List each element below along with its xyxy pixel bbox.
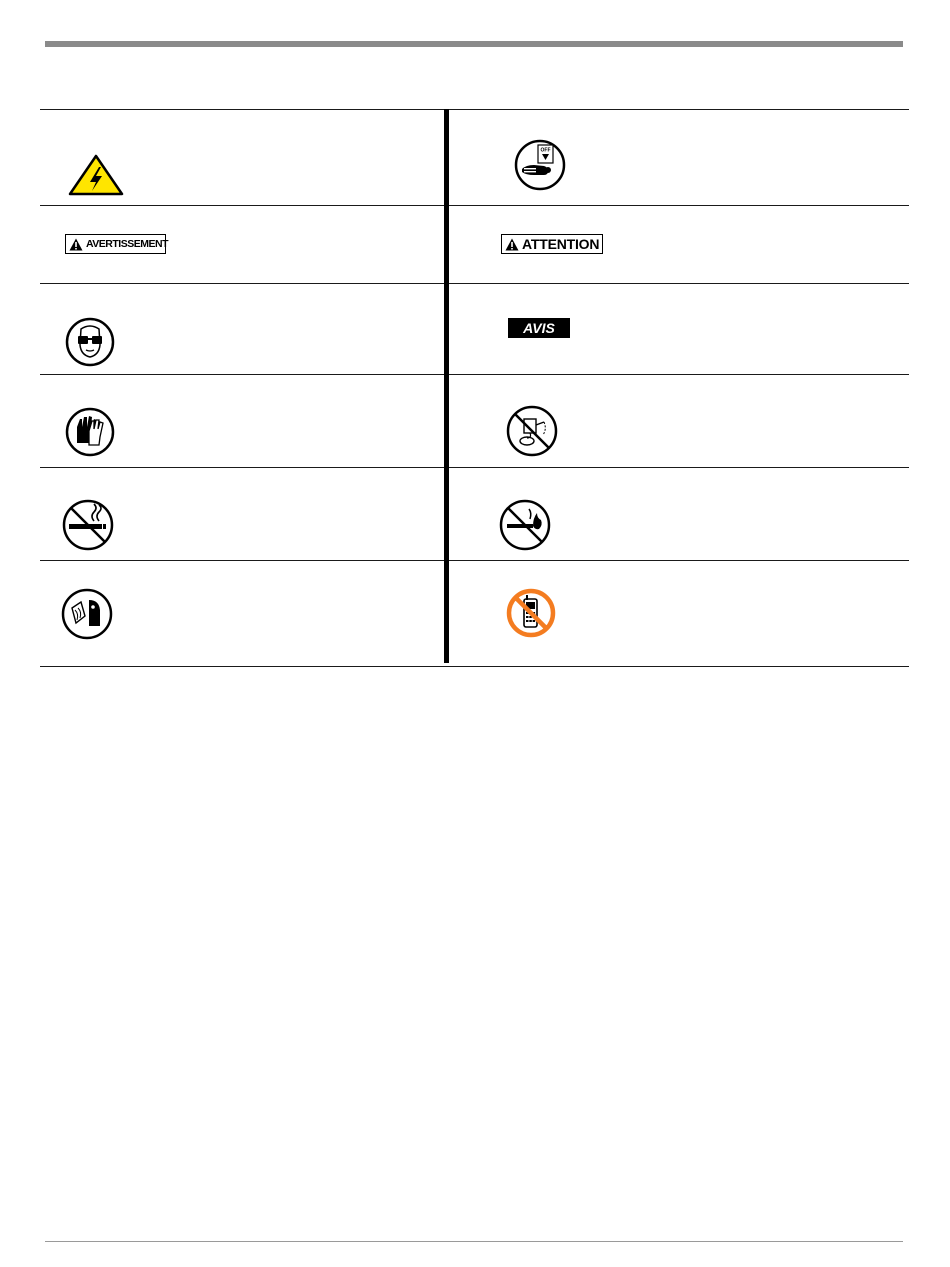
hearing-protection-icon: [61, 588, 113, 640]
off-label: OFF: [540, 147, 551, 154]
protective-gloves-icon: [65, 407, 115, 457]
no-cell-phone-icon: [505, 587, 557, 639]
table-row: [40, 467, 909, 560]
table-row: [40, 283, 909, 374]
safety-glasses-icon: [65, 317, 115, 367]
unplug-power-off-icon: [514, 139, 566, 191]
no-water-on-electrical-icon: [506, 405, 558, 457]
table-row: [40, 109, 909, 205]
no-open-flame-icon: [499, 499, 551, 551]
top-rule: [45, 41, 903, 47]
warning-triangle-icon: [505, 238, 519, 251]
table-cell: [486, 284, 909, 374]
column-divider: [444, 109, 449, 663]
table-cell: [486, 561, 909, 666]
warning-label-text: AVERTISSEMENT: [86, 238, 168, 250]
table-cell: [486, 110, 909, 205]
bottom-rule: [45, 1241, 903, 1242]
table-cell: [40, 206, 486, 283]
table-cell: [486, 375, 909, 467]
warning-label: [65, 234, 166, 254]
table-cell: [40, 110, 486, 205]
table-cell: [486, 468, 909, 560]
caution-label-text: ATTENTION: [522, 236, 600, 252]
electrical-hazard-icon: [68, 154, 124, 196]
table-cell: [40, 375, 486, 467]
table-cell: [40, 561, 486, 666]
table-row: [40, 374, 909, 467]
table-cell: [40, 468, 486, 560]
safety-symbol-table: [40, 109, 909, 667]
notice-label: AVIS: [508, 318, 570, 338]
table-row: [40, 560, 909, 667]
table-cell: [40, 284, 486, 374]
caution-label: [501, 234, 603, 254]
warning-triangle-icon: [69, 238, 83, 251]
table-cell: [486, 206, 909, 283]
table-row: [40, 205, 909, 283]
no-smoking-icon: [62, 499, 114, 551]
